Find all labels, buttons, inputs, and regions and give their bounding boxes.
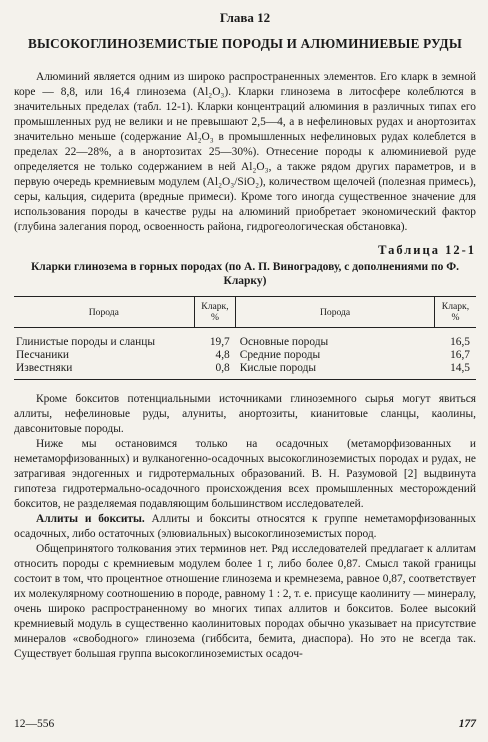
table-row xyxy=(14,362,476,380)
rock-name: Основные породы xyxy=(239,336,329,348)
rock-name: Глинистые породы и сланцы xyxy=(16,336,156,348)
header-clark-left: Кларк, % xyxy=(194,297,236,328)
clark-value: 16,7 xyxy=(450,349,470,361)
rock-name: Кислые породы xyxy=(236,362,435,380)
clark-value: 16,5 xyxy=(450,336,470,348)
clark-value: 19,7 xyxy=(209,336,230,348)
section-runin-heading: Аллиты и бокситы. xyxy=(36,513,145,525)
clark-value: 0,8 xyxy=(194,362,236,380)
header-rock-right: Порода xyxy=(236,297,435,328)
printer-signature: 12—556 xyxy=(14,718,55,730)
chapter-title: ВЫСОКОГЛИНОЗЕМИСТЫЕ ПОРОДЫ И АЛЮМИНИЕВЫЕ РУДЫ xyxy=(28,36,462,51)
table-caption: Кларки глинозема в горных породах (по А. П. Виноградову, с дополнениями по Ф. Кларку) xyxy=(30,261,460,287)
clark-value: 4,8 xyxy=(215,349,230,361)
paragraph-scope: Ниже мы остановимся только на осадочных (метаморфизованных и неметаморфизованных) и вулканогенно-осадочных высокоглиноземистых породах и рудах, не затрагивая эндогенных и гидротермальных образований. В. Н. Разумовой [2] выдвинута гипотеза гидротермально-осадочного происхождения всех промышленных месторождений бокситов, не разделяемая подавляющим большинством исследователей. xyxy=(14,438,476,510)
paragraph-sources: Кроме бокситов потенциальными источниками глиноземного сырья могут явиться аллиты, нефелиновые руды, алуниты, анортозиты, кианитовые сланцы, каолины, давсонитовые породы. xyxy=(14,393,476,435)
rock-name: Песчаники xyxy=(16,349,69,361)
rock-name: Средние породы xyxy=(239,349,321,361)
page-number: 177 xyxy=(458,718,476,730)
header-clark-right: Кларк, % xyxy=(434,297,476,328)
rock-name: Известняки xyxy=(14,362,194,380)
paragraph-intro: Алюминий является одним из широко распространенных элементов. Его кларк в земной коре — 8,8, или 16,4 глинозема (Al₂O₃). Кларки глинозема в литосфере колеблются в значительных пределах (табл. 12-1). Кларки концентраций алюминия в различных типах его промышленных руд не велики и не превышают 2,5—4, а в нефелиновых рудах и анортозитах значительно меньше (содержание Al₂O₃ в промышленных нефелиновых рудах колеблется в пределах 22—28%, а в анортозитах 25—30%). Отнесение породы к алюминиевой руде определяется не только содержанием в ней Al₂O₃, а также рядом других параметров, и в первую очередь кремниевым модулем (Al₂O₃/SiO₂), количеством щелочей (полезная примесь), серы, кальция, сидерита (вредные примеси). Кроме того иногда существенное значение для использования породы в качестве руды на алюминий приобретает экономический фактор (глубина залегания пород, освоенность района, гидрогеологическая обстановка). xyxy=(14,71,476,233)
table-number: Таблица 12-1 xyxy=(378,243,476,257)
book-page xyxy=(14,10,476,662)
clark-table xyxy=(14,296,476,380)
paragraph-allites-text: Аллиты и бокситы относятся к группе неметаморфизованных осадочных, либо остаточных (элювиальных) высокоглиноземистых пород. xyxy=(14,513,476,540)
table-header-row xyxy=(14,297,476,328)
table-row xyxy=(14,349,476,362)
clark-value: 14,5 xyxy=(434,362,476,380)
table-row xyxy=(14,328,476,350)
header-rock-left: Порода xyxy=(14,297,194,328)
paragraph-allites xyxy=(14,512,476,542)
paragraph-definitions: Общепринятого толкования этих терминов нет. Ряд исследователей предлагает к аллитам относить породы с кремниевым модулем более 1 г, либо более 0,87. Смысл такой границы состоит в том, что процентное отношение глинозема и кремнезема, равное 0,87, соответствует их молекулярному соотношению в породе, равному 1 : 2, т. е. присуще каолиниту — минералу, очень широко распространенному во многих типах аллитов и бокситов. Более высокий кремниевый модуль в существенно каолинитовых породах обычно указывает на присутствие минералов «свободного» глинозема (гиббсита, бемита, диаспора). Но это не всегда так. Существует большая группа высокоглиноземистых осадоч- xyxy=(14,543,476,660)
chapter-heading: Глава 12 xyxy=(219,10,271,25)
